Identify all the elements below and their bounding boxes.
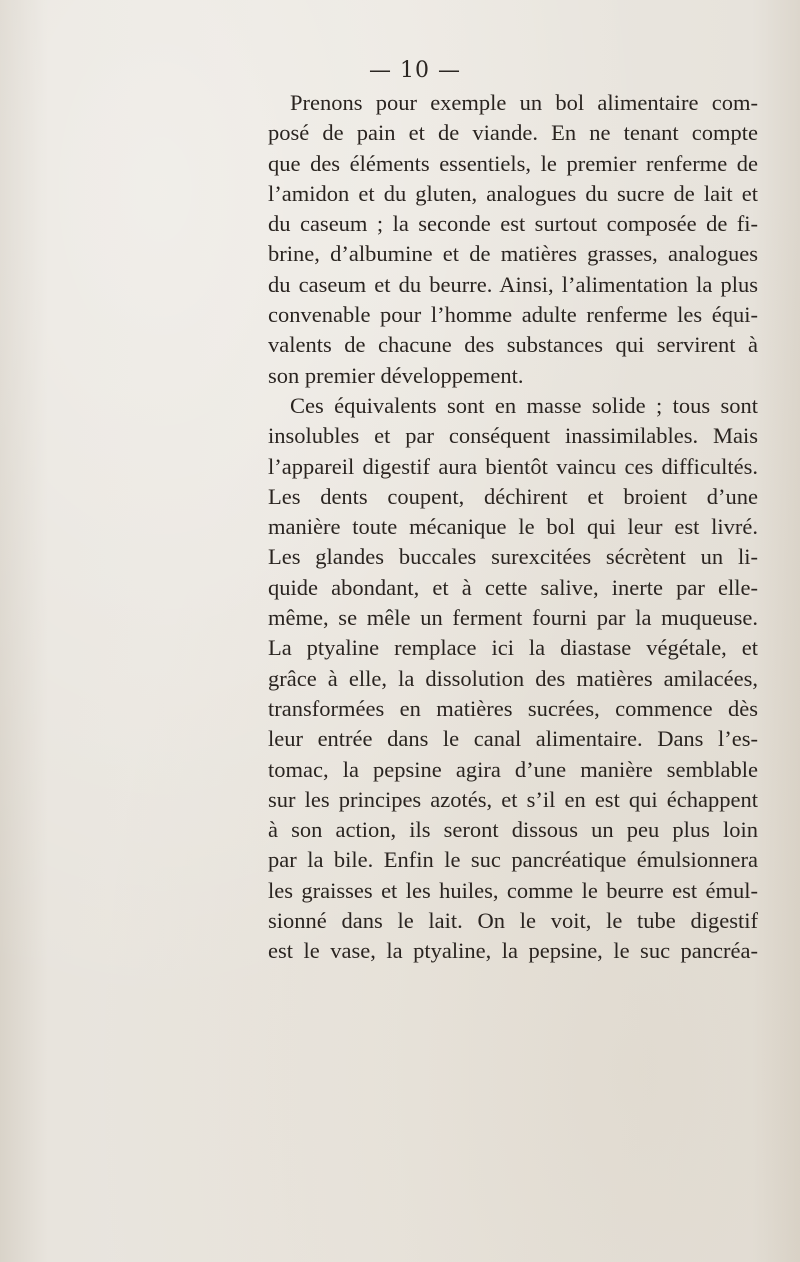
text-line: l’amidon et du gluten, analogues du sucre de lait et xyxy=(268,180,758,206)
text-line: son premier développement. xyxy=(268,362,524,388)
text-line: valents de chacune des substances qui servirent à xyxy=(268,332,758,358)
text-line: posé de pain et de viande. En ne tenant compte xyxy=(268,120,758,146)
text-line: à son action, ils seront dissous un peu plus loin xyxy=(268,817,758,843)
text-line: insolubles et par conséquent inassimilables. Mais xyxy=(268,423,758,449)
text-line: La ptyaline remplace ici la diastase végétale, et xyxy=(268,635,758,661)
text-line: du caseum ; la seconde est surtout composée de fi- xyxy=(268,211,758,237)
text-line: brine, d’albumine et de matières grasses, analogues xyxy=(268,241,758,267)
text-line: l’appareil digestif aura bientôt vaincu ces difficultés. xyxy=(268,453,758,479)
page-number: — 10 — xyxy=(369,58,461,83)
text-line: sur les principes azotés, et s’il en est qui échappent xyxy=(268,786,758,812)
text-line: que des éléments essentiels, le premier renferme de xyxy=(268,150,758,176)
paragraph-2 xyxy=(268,391,758,967)
text-line: transformées en matières sucrées, commence dès xyxy=(268,695,758,721)
text-line: Ces équivalents sont en masse solide ; tous sont xyxy=(290,392,758,418)
text-line: grâce à elle, la dissolution des matières amilacées, xyxy=(268,665,758,691)
text-line: tomac, la pepsine agira d’une manière semblable xyxy=(268,756,758,782)
text-line: par la bile. Enfin le suc pancréatique émulsionnera xyxy=(268,847,758,873)
text-line: même, se mêle un ferment fourni par la muqueuse. xyxy=(268,605,758,631)
text-line: leur entrée dans le canal alimentaire. Dans l’es- xyxy=(268,726,758,752)
text-line: sionné dans le lait. On le voit, le tube digestif xyxy=(268,908,758,934)
text-line: est le vase, la ptyaline, la pepsine, le suc pancréa- xyxy=(268,938,758,964)
body-text xyxy=(268,88,758,967)
text-line: Les dents coupent, déchirent et broient d’une xyxy=(268,483,758,509)
text-line: Prenons pour exemple un bol alimentaire com- xyxy=(290,90,758,115)
paragraph-1 xyxy=(268,88,758,391)
text-line: quide abondant, et à cette salive, inerte par elle- xyxy=(268,574,758,600)
text-line: convenable pour l’homme adulte renferme les équi- xyxy=(268,302,758,328)
text-line: manière toute mécanique le bol qui leur est livré. xyxy=(268,514,758,540)
text-line: Les glandes buccales surexcitées sécrètent un li- xyxy=(268,544,758,570)
text-line: du caseum et du beurre. Ainsi, l’alimentation la plus xyxy=(268,271,758,297)
text-line: les graisses et les huiles, comme le beurre est émul- xyxy=(268,877,758,903)
